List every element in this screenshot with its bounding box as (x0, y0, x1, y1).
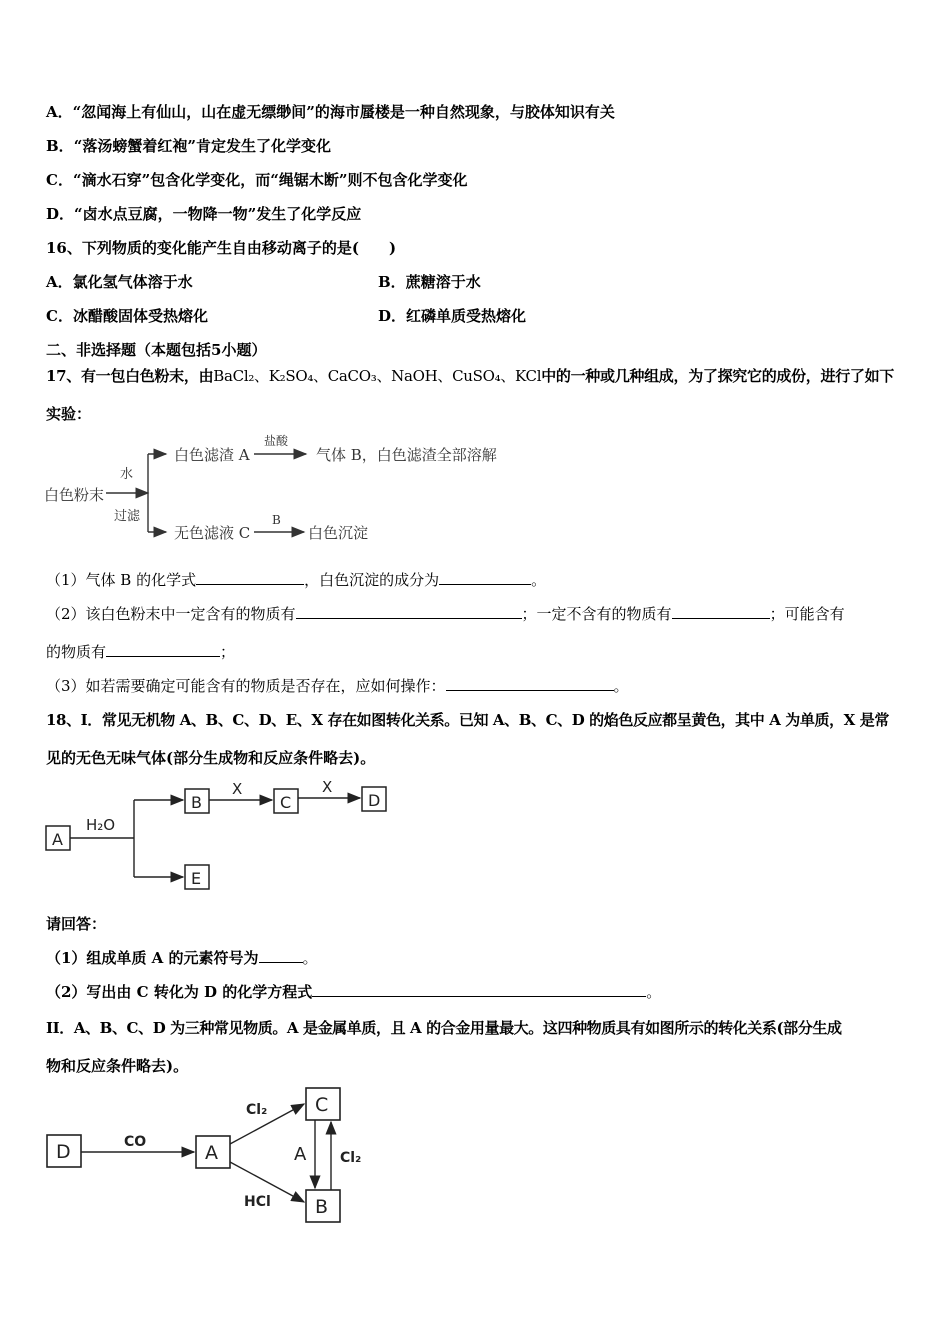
q16-option-a-text: 氯化氢气体溶于水 (72, 273, 193, 291)
label-h2o: H₂O (86, 816, 116, 834)
label-x2: X (322, 780, 333, 796)
q16-option-a (46, 272, 193, 292)
q16-option-c-text: 冰醋酸固体受热熔化 (72, 307, 208, 325)
node-c2: C (315, 1094, 329, 1116)
node-b2: B (315, 1196, 329, 1218)
label-co: CO (124, 1134, 147, 1150)
label-a-mid: A (294, 1144, 307, 1165)
q15-option-a-key: A． (46, 103, 73, 121)
node-d2: D (56, 1141, 71, 1163)
q16-option-b-key: B． (378, 273, 406, 291)
node-a2: A (205, 1142, 218, 1164)
flow-top-reagent: 盐酸 (264, 434, 289, 448)
q18-part1-line2: 见的无色无味气体(部分生成物和反应条件略去)。 (46, 749, 376, 767)
q17-part1-b: ，白色沉淀的成分为 (304, 571, 440, 589)
node-e: E (191, 869, 202, 888)
q17-stem-suffix: 中的一种或几种组成，为了探究它的成份，进行了如下 (541, 367, 895, 385)
node-d: D (368, 791, 381, 810)
q16-stem: 16、下列物质的变化能产生自由移动离子的是( ) (46, 239, 397, 257)
answer-blank[interactable] (439, 570, 531, 585)
node-a: A (52, 830, 63, 849)
q16-option-b-text: 蔗糖溶于水 (405, 273, 481, 291)
answer-blank[interactable] (296, 604, 522, 619)
q18-part2-line1: II．A、B、C、D 为三种常见物质。A 是金属单质，且 A 的合金用量最大。这四种物质具有如图所示的转化关系(部分生成 (46, 1019, 842, 1037)
q15-option-c (46, 170, 467, 190)
q18-sub1-a: （1）组成单质 A 的元素符号为 (46, 949, 259, 967)
q17-stem-prefix: 17、有一包白色粉末，由 (46, 367, 214, 385)
q15-option-d (46, 204, 361, 224)
q15-option-c-text: “滴水石穿”包含化学变化，而“绳锯木断”则不包含化学变化 (72, 171, 468, 189)
flow-top-box: 白色滤渣 A (174, 446, 250, 464)
q17-part2 (46, 604, 845, 624)
answer-blank[interactable] (196, 570, 304, 585)
q17-part1 (46, 570, 546, 590)
label-hcl: HCl (244, 1194, 271, 1210)
q15-option-d-key: D． (46, 205, 75, 223)
answer-blank[interactable] (672, 604, 770, 619)
q16-option-d (378, 306, 526, 326)
q18-sub2-a: （2）写出由 C 转化为 D 的化学方程式 (46, 983, 313, 1001)
answer-blank[interactable] (259, 948, 303, 963)
q18-sub2 (46, 982, 661, 1002)
q16-option-c-key: C． (46, 307, 73, 325)
label-cl2-right: Cl₂ (340, 1150, 362, 1166)
q17-part3-a: （3）如若需要确定可能含有的物质是否存在，应如何操作： (46, 677, 446, 695)
q17-stem (46, 366, 894, 386)
q15-option-d-text: “卤水点豆腐，一物降一物”发生了化学反应 (74, 205, 362, 223)
q15-option-a-text: “忽闻海上有仙山，山在虚无缥缈间”的海市蜃楼是一种自然现象，与胶体知识有关 (72, 103, 615, 121)
q17-part2-line2-text: 的物质有 (46, 643, 107, 661)
q18-sub1-end: 。 (302, 949, 318, 967)
answer-blank[interactable] (312, 982, 646, 997)
q18-diagram-2 (44, 1084, 384, 1228)
q17-part3 (46, 676, 629, 696)
q16-option-a-key: A． (46, 273, 73, 291)
flow-bottom-reagent: B (272, 513, 281, 527)
q15-option-b-text: “落汤螃蟹着红袍”肯定发生了化学变化 (73, 137, 331, 155)
flow-top-result: 气体 B，白色滤渣全部溶解 (316, 446, 497, 464)
q16-option-d-key: D． (378, 307, 407, 325)
q16-option-b (378, 272, 481, 292)
answer-blank[interactable] (106, 642, 220, 657)
q18-sub2-end: 。 (646, 983, 662, 1001)
q16-option-d-text: 红磷单质受热熔化 (406, 307, 527, 325)
q17-flow-diagram (44, 432, 504, 550)
flow-water: 水 (120, 467, 134, 482)
node-c: C (280, 793, 292, 812)
q17-compounds: BaCl₂、K₂SO₄、CaCO₃、NaOH、CuSO₄、KCl (213, 367, 542, 385)
flow-bottom-box: 无色滤液 C (174, 524, 251, 542)
q16-option-c (46, 306, 208, 326)
q18-sub1 (46, 948, 318, 968)
q17-part2-a: （2）该白色粉末中一定含有的物质有 (46, 605, 296, 623)
q17-part1-a: （1）气体 B 的化学式 (46, 571, 197, 589)
q15-option-c-key: C． (46, 171, 73, 189)
q17-stem-line2: 实验： (46, 405, 92, 423)
answer-blank[interactable] (446, 676, 614, 691)
q18-part2-line2: 物和反应条件略去)。 (46, 1057, 189, 1075)
q15-option-b (46, 136, 331, 156)
label-x1: X (232, 780, 243, 798)
q17-part2-line2 (46, 642, 235, 662)
q17-part3-end: 。 (613, 677, 629, 695)
q15-option-a (46, 102, 615, 122)
answer-prompt: 请回答： (46, 915, 107, 933)
q18-part1-line1: 18、I．常见无机物 A、B、C、D、E、X 存在如图转化关系。已知 A、B、C、D 的焰色反应都呈黄色，其中 A 为单质，X 是常 (46, 711, 889, 729)
node-b: B (191, 793, 202, 812)
q17-part2-end: ； (220, 643, 236, 661)
q15-option-b-key: B． (46, 137, 74, 155)
q17-part1-c: 。 (531, 571, 547, 589)
label-cl2-top: Cl₂ (246, 1102, 268, 1118)
section-title: 二、非选择题（本题包括5小题） (46, 341, 267, 359)
flow-start: 白色粉末 (44, 486, 105, 504)
flow-filter: 过滤 (114, 509, 141, 524)
q17-part2-c: ；可能含有 (769, 605, 845, 623)
q18-diagram-1 (44, 780, 404, 892)
q17-part2-b: ；一定不含有的物质有 (521, 605, 672, 623)
flow-bottom-result: 白色沉淀 (308, 524, 369, 542)
